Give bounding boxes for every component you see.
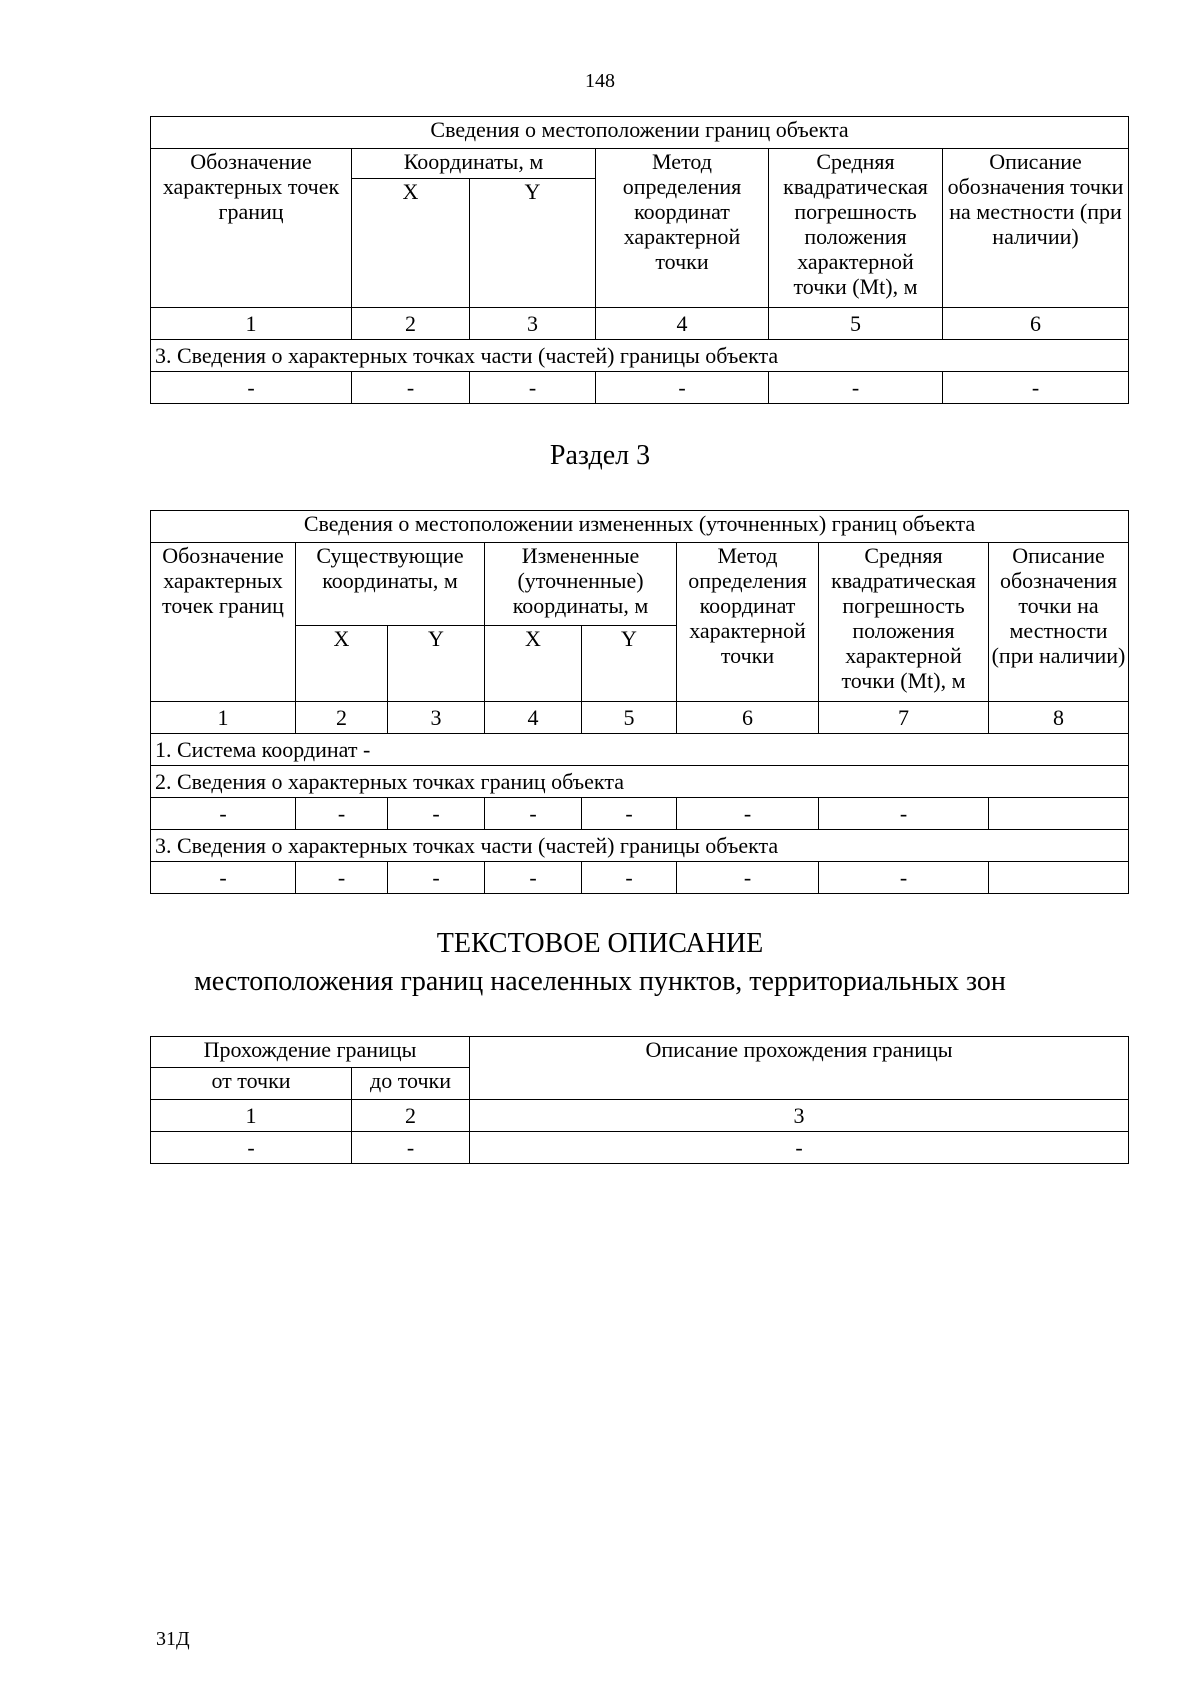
table-cell: - <box>943 372 1129 404</box>
header-existing-coordinates: Существующие координаты, м <box>296 543 485 626</box>
column-number: 2 <box>352 308 470 340</box>
header-y: Y <box>470 179 596 308</box>
table-title: Сведения о местоположении измененных (уточненных) границ объекта <box>151 511 1129 543</box>
column-number: 3 <box>470 308 596 340</box>
table-cell: - <box>296 862 388 894</box>
header-method: Метод определения координат характерной точки <box>596 149 769 308</box>
header-y: Y <box>388 626 485 702</box>
header-point-designation: Обозначение характерных точек границ <box>151 149 352 308</box>
column-number: 2 <box>296 702 388 734</box>
table-cell: - <box>352 372 470 404</box>
subsection-label: 2. Сведения о характерных точках границ объекта <box>151 766 1129 798</box>
header-method: Метод определения координат характерной точки <box>677 543 819 702</box>
table-cell: - <box>470 1132 1129 1164</box>
header-point-designation: Обозначение характерных точек границ <box>151 543 296 702</box>
header-description: Описание обозначения точки на местности (при наличии) <box>989 543 1129 702</box>
column-number: 4 <box>596 308 769 340</box>
header-passage: Прохождение границы <box>151 1037 470 1068</box>
column-number: 4 <box>485 702 582 734</box>
text-description-title: ТЕКСТОВОЕ ОПИСАНИЕ <box>436 928 764 959</box>
header-x: X <box>296 626 388 702</box>
coordinate-system-label: 1. Система координат - <box>151 734 1129 766</box>
header-passage-description: Описание прохождения границы <box>470 1037 1129 1100</box>
column-number: 7 <box>819 702 989 734</box>
subsection-label: 3. Сведения о характерных точках части (частей) границы объекта <box>151 340 1129 372</box>
column-number: 5 <box>582 702 677 734</box>
table-cell: - <box>677 862 819 894</box>
table-cell: - <box>352 1132 470 1164</box>
table-cell: - <box>677 798 819 830</box>
text-description-subtitle: местоположения границ населенных пунктов, территориальных зон <box>194 966 1006 997</box>
table-cell: - <box>485 862 582 894</box>
column-number: 3 <box>470 1100 1129 1132</box>
table-cell: - <box>151 862 296 894</box>
boundary-info-table <box>150 116 1129 404</box>
column-number: 5 <box>769 308 943 340</box>
table-cell: - <box>388 798 485 830</box>
table-cell: - <box>819 862 989 894</box>
boundary-passage-table <box>150 1036 1129 1164</box>
table-cell: - <box>296 798 388 830</box>
header-x: X <box>352 179 470 308</box>
header-accuracy: Средняя квадратическая погрешность положения характерной точки (Mt), м <box>819 543 989 702</box>
column-number: 6 <box>677 702 819 734</box>
section-heading: Раздел 3 <box>549 440 651 471</box>
header-coordinates: Координаты, м <box>352 149 596 179</box>
table-cell: - <box>388 862 485 894</box>
page-number: 148 <box>585 70 615 92</box>
table-cell: - <box>151 372 352 404</box>
table-cell: - <box>819 798 989 830</box>
column-number: 6 <box>943 308 1129 340</box>
table-cell: - <box>151 1132 352 1164</box>
table-cell <box>989 798 1129 830</box>
column-number: 8 <box>989 702 1129 734</box>
table-cell: - <box>596 372 769 404</box>
table-cell: - <box>470 372 596 404</box>
table-title: Сведения о местоположении границ объекта <box>151 117 1129 149</box>
column-number: 1 <box>151 702 296 734</box>
header-accuracy: Средняя квадратическая погрешность положения характерной точки (Mt), м <box>769 149 943 308</box>
column-number: 3 <box>388 702 485 734</box>
header-x: X <box>485 626 582 702</box>
table-cell: - <box>769 372 943 404</box>
header-changed-coordinates: Измененные (уточненные) координаты, м <box>485 543 677 626</box>
table-cell: - <box>485 798 582 830</box>
column-number: 2 <box>352 1100 470 1132</box>
table-cell: - <box>582 798 677 830</box>
subsection-label: 3. Сведения о характерных точках части (частей) границы объекта <box>151 830 1129 862</box>
changed-boundary-table <box>150 510 1129 894</box>
header-y: Y <box>582 626 677 702</box>
table-cell <box>989 862 1129 894</box>
table-cell: - <box>151 798 296 830</box>
footer-code: 31Д <box>156 1628 190 1650</box>
column-number: 1 <box>151 308 352 340</box>
column-number: 1 <box>151 1100 352 1132</box>
header-description: Описание обозначения точки на местности (при наличии) <box>943 149 1129 308</box>
header-from-point: от точки <box>151 1068 352 1100</box>
header-to-point: до точки <box>352 1068 470 1100</box>
table-cell: - <box>582 862 677 894</box>
